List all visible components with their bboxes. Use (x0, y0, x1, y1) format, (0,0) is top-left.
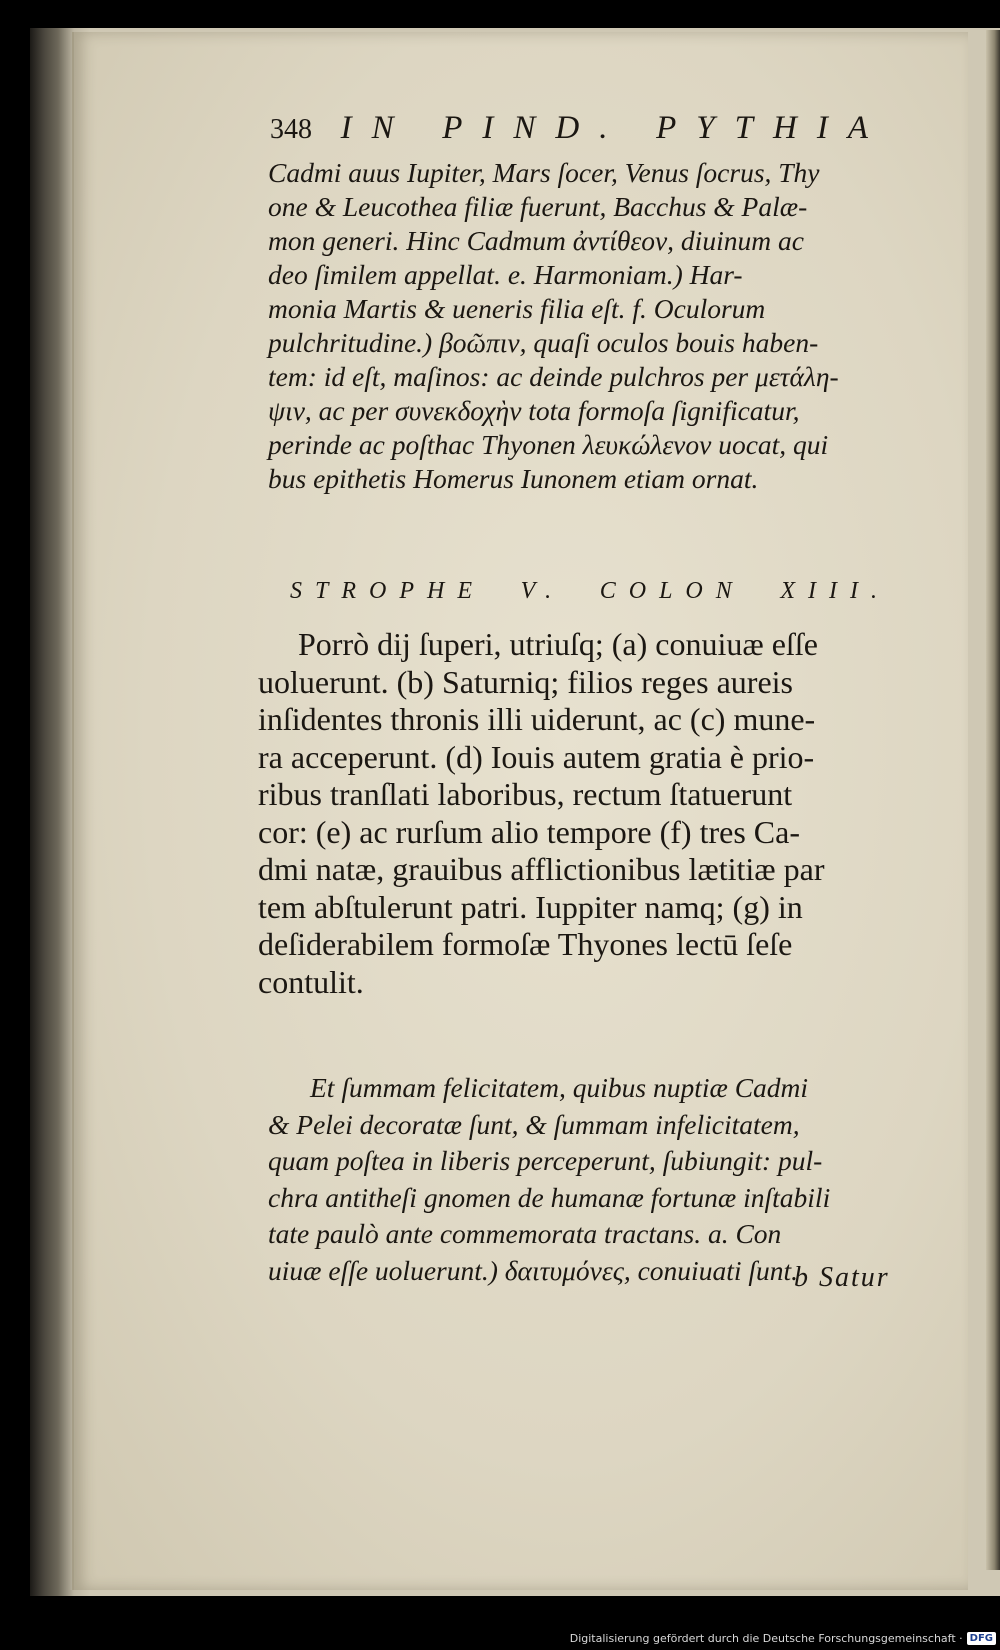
main-text (258, 626, 890, 1001)
main-line: cor: (e) ac rurſum alio tempore (f) tres Ca- (258, 813, 800, 850)
commentary-line: Cadmi auus Iupiter, Mars ſocer, Venus ſocrus, Thy (268, 157, 820, 188)
commentary-line: one & Leucothea filiæ fuerunt, Bacchus & Palæ- (268, 191, 808, 222)
commentary-bottom (268, 1070, 888, 1289)
commentary-line: perinde ac poſthac Thyonen λευκώλενον uocat, qui (268, 429, 829, 460)
strophe-word: COLON (599, 578, 745, 604)
catchword: b Satur (794, 1262, 890, 1293)
running-head-word: PIND. (442, 110, 628, 146)
main-line: contulit. (258, 963, 364, 1000)
main-line: inſidentes thronis illi uiderunt, ac (c) mune- (258, 701, 816, 737)
commentary-line: & Pelei decoratæ ſunt, & ſummam infelicitatem, (268, 1108, 800, 1140)
commentary-line: chra antitheſi gnomen de humanæ fortunæ inſtabili (268, 1181, 831, 1213)
commentary-line: tem: id eſt, maſinos: ac deinde pulchros per μετάλη- (268, 361, 839, 392)
running-head-word: IN (340, 110, 414, 146)
main-line: Porrò dij ſuperi, utriuſq; (a) conuiuæ eſſe (298, 626, 818, 662)
strophe-heading (290, 578, 890, 605)
running-head (270, 110, 888, 147)
main-line: ribus tranſlati laboribus, rectum ſtatuerunt (258, 776, 793, 812)
commentary-line: tate paulò ante commemorata tractans. a. Con (268, 1218, 782, 1249)
footer-text: Digitalisierung gefördert durch die Deutsche Forschungsgemeinschaft · (569, 1631, 963, 1645)
strophe-word: XIII. (780, 578, 890, 604)
main-line: uoluerunt. (b) Saturniq; filios reges aureis (258, 663, 793, 700)
commentary-line: Et ſummam felicitatem, quibus nuptiæ Cadmi (310, 1072, 809, 1103)
commentary-line: deo ſimilem appellat. e. Harmoniam.) Har- (268, 259, 743, 290)
main-line: tem abſtulerunt patri. Iuppiter namq; (g) in (258, 888, 803, 925)
commentary-line: quam poſtea in liberis perceperunt, ſubiungit: pul- (268, 1145, 823, 1176)
commentary-line: ψιν, ac per συνεκδοχὴν tota formoſa ſignificatur, (268, 395, 800, 426)
commentary-line: pulchritudine.) βοῶπιν, quaſi oculos bouis haben- (268, 327, 819, 358)
main-line: ra acceperunt. (d) Iouis autem gratia è prio- (258, 738, 815, 775)
commentary-line: monia Martis & ueneris filia eſt. f. Oculorum (268, 293, 766, 324)
digitization-footer (570, 1628, 996, 1648)
page-edge (986, 30, 1000, 1570)
dfg-logo: DFG (967, 1632, 996, 1645)
main-line: deſiderabilem formoſæ Thyones lectū ſeſe (258, 926, 793, 962)
strophe-word: STROPHE (290, 578, 485, 604)
running-head-word: PYTHIA (656, 110, 888, 146)
commentary-top (268, 156, 888, 496)
main-line: dmi natæ, grauibus afflictionibus lætitiæ par (258, 851, 825, 887)
page-number: 348 (270, 114, 312, 145)
commentary-line: mon generi. Hinc Cadmum ἀντίθεον, diuinum ac (268, 225, 804, 256)
strophe-word: V. (520, 578, 565, 604)
commentary-line: uiuæ eſſe uoluerunt.) δαιτυμόνες, conuiuati ſunt. (268, 1254, 799, 1286)
commentary-line: bus epithetis Homerus Iunonem etiam ornat. (268, 463, 759, 494)
